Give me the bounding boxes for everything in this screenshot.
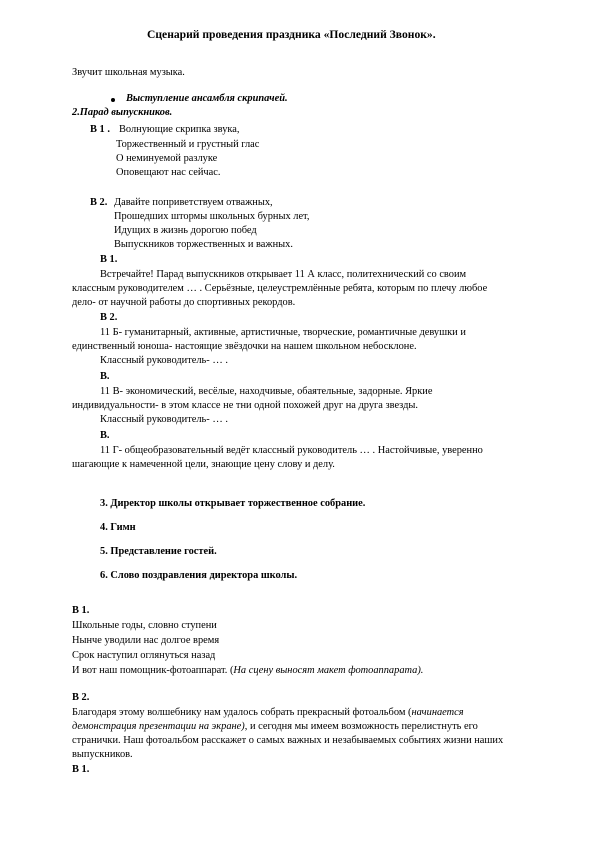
section-heading: 3. Директор школы открывает торжественное собрание. <box>100 498 366 509</box>
paragraph-line: единственный юноша- настоящие звёздочки на нашем школьном небосклоне. <box>72 341 417 352</box>
verse-line: Выпускников торжественных и важных. <box>114 239 293 250</box>
bullet-icon <box>111 98 115 102</box>
speaker-label: В. <box>100 371 110 382</box>
paragraph-line <box>72 706 464 720</box>
paragraph-text: , и сегодня мы имеем возможность перелистнуть его <box>244 721 478 732</box>
section-heading-parade: 2.Парад выпускников. <box>72 107 173 118</box>
paragraph-line: шагающие к намеченной цели, знающие цену слову и делу. <box>72 459 335 470</box>
speaker-label: В 2. <box>100 312 118 323</box>
paragraph-line: классным руководителем … . Серьёзные, целеустремлённые ребята, которым по плечу любое <box>72 283 488 294</box>
speaker-label: В 1. <box>72 605 90 616</box>
section-heading: 5. Представление гостей. <box>100 546 217 557</box>
verse-line: Давайте поприветствуем отважных, <box>114 197 273 208</box>
section-heading: 4. Гимн <box>100 522 136 533</box>
verse-line: Оповещают нас сейчас. <box>116 167 221 178</box>
paragraph-line: Классный руководитель- … . <box>100 414 228 425</box>
verse-line: Торжественный и грустный глас <box>116 139 260 150</box>
poem-line: Нынче уводили нас долгое время <box>72 635 220 646</box>
poem-line-text: И вот наш помощник-фотоаппарат. ( <box>72 665 234 676</box>
verse-line: О неминуемой разлуке <box>116 153 218 164</box>
stage-direction: начинается <box>411 707 464 718</box>
section-heading: 6. Слово поздравления директора школы. <box>100 570 298 581</box>
paragraph-line: Встречайте! Парад выпускников открывает 11 А класс, политехнический со своим <box>100 269 467 280</box>
paragraph-line: 11 Г- общеобразовательный ведёт классный руководитель … . Настойчивые, уверенно <box>100 445 483 456</box>
poem-line: Школьные годы, словно ступени <box>72 620 217 631</box>
verse-line: Волнующие скрипка звука, <box>119 124 240 135</box>
verse-line: Идущих в жизнь дорогою побед <box>114 225 257 236</box>
speaker-label: В. <box>100 430 110 441</box>
poem-line <box>72 664 423 678</box>
speaker-label: В 1. <box>100 254 118 265</box>
bullet-item-violinists: Выступление ансамбля скрипачей. <box>126 93 288 104</box>
paragraph-line: 11 В- экономический, весёлые, находчивые, обаятельные, задорные. Яркие <box>100 386 433 397</box>
paragraph-text: Благодаря этому волшебнику нам удалось собрать прекрасный фотоальбом ( <box>72 707 412 718</box>
speaker-label: В 2. <box>72 692 90 703</box>
paragraph-line: индивидуальности- в этом классе не тни одной похожей друг на друга звезды. <box>72 400 418 411</box>
stage-direction: демонстрация презентации на экране) <box>72 721 245 732</box>
paragraph-line: дело- от научной работы до спортивных рекордов. <box>72 297 296 308</box>
poem-line: Срок наступил оглянуться назад <box>72 650 216 661</box>
paragraph-line: странички. Наш фотоальбом расскажет о самых важных и незабываемых событиях жизни наших <box>72 735 504 746</box>
intro-line: Звучит школьная музыка. <box>72 67 185 78</box>
verse-line: Прошедших штормы школьных бурных лет, <box>114 211 310 222</box>
paragraph-line: 11 Б- гуманитарный, активные, артистичные, творческие, романтичные девушки и <box>100 327 466 338</box>
speaker-label: В 2. <box>90 197 108 208</box>
speaker-label: В 1 . <box>90 124 110 135</box>
stage-direction: На сцену выносят макет фотоаппарата). <box>233 665 424 676</box>
paragraph-line: выпускников. <box>72 749 133 760</box>
paragraph-line: Классный руководитель- … . <box>100 355 228 366</box>
speaker-label: В 1. <box>72 764 90 775</box>
paragraph-line <box>72 720 478 734</box>
document-title: Сценарий проведения праздника «Последний Звонок». <box>147 28 436 41</box>
